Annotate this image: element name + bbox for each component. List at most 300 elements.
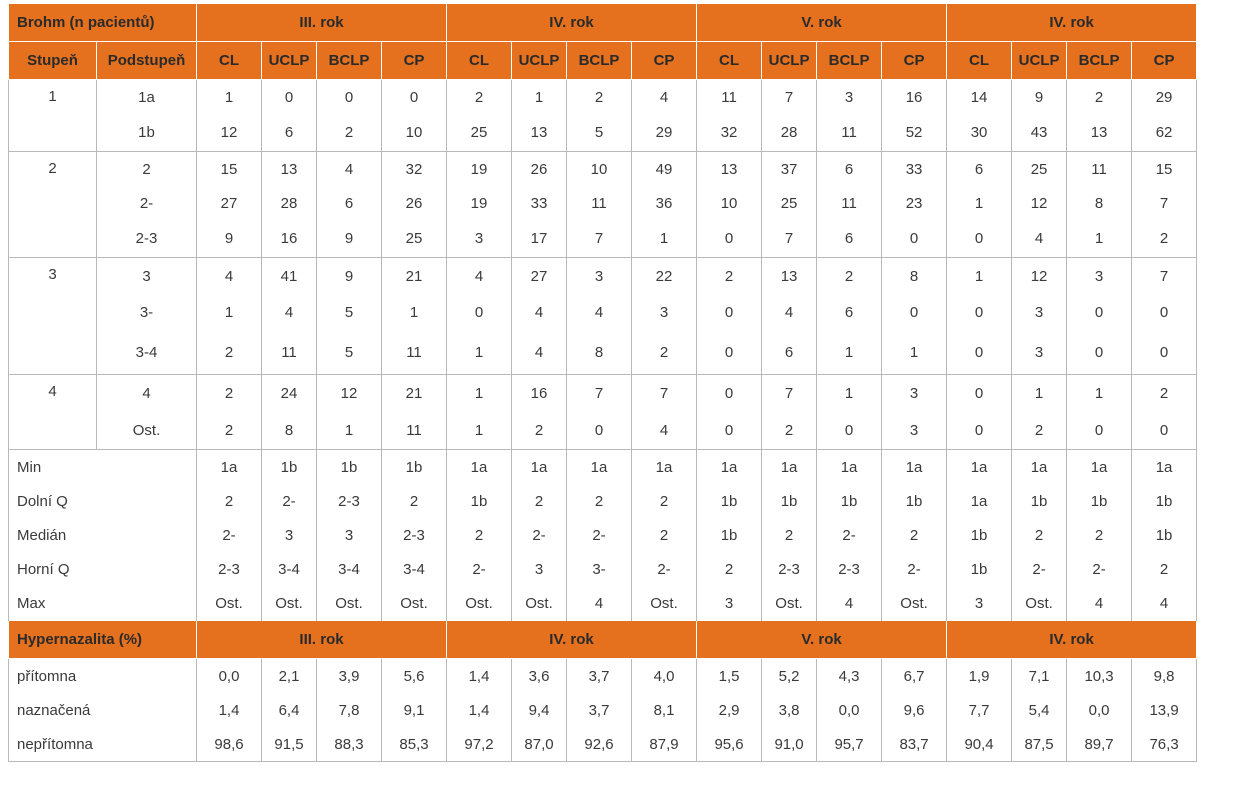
value-cell: 19 — [447, 186, 512, 220]
value-cell: 12 — [317, 375, 382, 413]
stat-value: 1a — [882, 450, 947, 485]
value-cell: 1 — [882, 330, 947, 375]
sublevel-cell: 1b — [97, 114, 197, 152]
stat-value: 2-3 — [762, 552, 817, 586]
hypernasality-value: 3,7 — [567, 659, 632, 694]
value-cell: 2 — [1132, 375, 1197, 413]
year-header: IV. rok — [947, 621, 1197, 659]
stat-value: 1b — [947, 518, 1012, 552]
stat-value: 2- — [197, 518, 262, 552]
value-cell: 4 — [567, 295, 632, 330]
hypernasality-value: 5,4 — [1012, 693, 1067, 727]
value-cell: 11 — [567, 186, 632, 220]
value-cell: 1 — [447, 375, 512, 413]
level-column-header: Stupeň — [9, 42, 97, 80]
group-header: CL — [447, 42, 512, 80]
stat-value: 1b — [947, 552, 1012, 586]
group-header: UCLP — [762, 42, 817, 80]
hypernasality-value: 0,0 — [817, 693, 882, 727]
hypernasality-value: 89,7 — [1067, 727, 1132, 762]
stat-value: Ost. — [197, 586, 262, 621]
hypernasality-value: 90,4 — [947, 727, 1012, 762]
value-cell: 7 — [632, 375, 697, 413]
stat-value: 1a — [1012, 450, 1067, 485]
stat-value: 2 — [697, 552, 762, 586]
value-cell: 25 — [762, 186, 817, 220]
stat-value: 2- — [1067, 552, 1132, 586]
hypernasality-label: nepřítomna — [9, 727, 197, 762]
hypernasality-value: 9,4 — [512, 693, 567, 727]
value-cell: 0 — [1132, 412, 1197, 450]
value-cell: 1 — [447, 330, 512, 375]
value-cell: 1 — [512, 80, 567, 115]
value-cell: 11 — [382, 330, 447, 375]
value-cell: 3 — [447, 220, 512, 258]
stat-value: 3 — [317, 518, 382, 552]
value-cell: 0 — [567, 412, 632, 450]
group-header: BCLP — [567, 42, 632, 80]
hypernasality-value: 0,0 — [1067, 693, 1132, 727]
value-cell: 2 — [1012, 412, 1067, 450]
sublevel-cell: 3-4 — [97, 330, 197, 375]
value-cell: 11 — [1067, 152, 1132, 187]
value-cell: 6 — [817, 152, 882, 187]
stat-label: Horní Q — [9, 552, 197, 586]
stat-value: Ost. — [317, 586, 382, 621]
value-cell: 4 — [512, 330, 567, 375]
hypernasality-value: 3,8 — [762, 693, 817, 727]
stat-label: Dolní Q — [9, 484, 197, 518]
value-cell: 3 — [1067, 258, 1132, 296]
hypernasality-value: 8,1 — [632, 693, 697, 727]
value-cell: 1 — [197, 80, 262, 115]
sublevel-cell: Ost. — [97, 412, 197, 450]
stat-value: 1b — [1012, 484, 1067, 518]
value-cell: 0 — [697, 412, 762, 450]
value-cell: 0 — [697, 330, 762, 375]
hypernasality-value: 0,0 — [197, 659, 262, 694]
group-header: CL — [697, 42, 762, 80]
value-cell: 4 — [762, 295, 817, 330]
table-container — [8, 3, 1197, 762]
year-header: V. rok — [697, 621, 947, 659]
hypernasality-value: 9,8 — [1132, 659, 1197, 694]
stat-value: Ost. — [262, 586, 317, 621]
sublevel-column-header: Podstupeň — [97, 42, 197, 80]
sublevel-cell: 2 — [97, 152, 197, 187]
value-cell: 49 — [632, 152, 697, 187]
year-header: IV. rok — [947, 4, 1197, 42]
header-row-years — [9, 4, 1197, 42]
value-cell: 29 — [1132, 80, 1197, 115]
stat-value: 2-3 — [197, 552, 262, 586]
stat-value: Ost. — [762, 586, 817, 621]
value-cell: 16 — [882, 80, 947, 115]
sublevel-cell: 1a — [97, 80, 197, 115]
stat-value: 1a — [817, 450, 882, 485]
value-cell: 0 — [1067, 295, 1132, 330]
hypernasality-value: 1,9 — [947, 659, 1012, 694]
hypernasality-value: 13,9 — [1132, 693, 1197, 727]
value-cell: 62 — [1132, 114, 1197, 152]
hypernasality-value: 9,6 — [882, 693, 947, 727]
table-row — [9, 258, 1197, 296]
sublevel-cell: 3 — [97, 258, 197, 296]
table-row — [9, 114, 1197, 152]
value-cell: 21 — [382, 258, 447, 296]
stat-value: 2 — [512, 484, 567, 518]
stat-value: 2-3 — [317, 484, 382, 518]
value-cell: 33 — [882, 152, 947, 187]
stat-value: 1b — [882, 484, 947, 518]
stat-value: 1a — [762, 450, 817, 485]
value-cell: 0 — [697, 375, 762, 413]
sublevel-cell: 3- — [97, 295, 197, 330]
value-cell: 26 — [382, 186, 447, 220]
level-cell: 4 — [9, 375, 97, 450]
value-cell: 29 — [632, 114, 697, 152]
value-cell: 0 — [382, 80, 447, 115]
value-cell: 37 — [762, 152, 817, 187]
value-cell: 7 — [567, 375, 632, 413]
value-cell: 41 — [262, 258, 317, 296]
hypernasality-value: 6,4 — [262, 693, 317, 727]
stat-value: 2 — [197, 484, 262, 518]
stat-value: 2 — [447, 518, 512, 552]
hypernasality-value: 2,1 — [262, 659, 317, 694]
value-cell: 11 — [817, 186, 882, 220]
value-cell: 11 — [382, 412, 447, 450]
value-cell: 36 — [632, 186, 697, 220]
value-cell: 7 — [1132, 186, 1197, 220]
stat-value: Ost. — [512, 586, 567, 621]
stat-value: 1a — [512, 450, 567, 485]
sublevel-cell: 2-3 — [97, 220, 197, 258]
group-header: CP — [382, 42, 447, 80]
stat-value: Ost. — [382, 586, 447, 621]
value-cell: 4 — [512, 295, 567, 330]
stat-value: 1a — [1067, 450, 1132, 485]
value-cell: 4 — [632, 80, 697, 115]
value-cell: 2 — [512, 412, 567, 450]
stat-value: 2 — [1012, 518, 1067, 552]
value-cell: 13 — [1067, 114, 1132, 152]
value-cell: 12 — [1012, 186, 1067, 220]
hypernasality-row — [9, 659, 1197, 694]
value-cell: 0 — [947, 375, 1012, 413]
year-header: IV. rok — [447, 621, 697, 659]
stat-value: 4 — [817, 586, 882, 621]
value-cell: 24 — [262, 375, 317, 413]
value-cell: 4 — [1012, 220, 1067, 258]
value-cell: 0 — [947, 220, 1012, 258]
value-cell: 8 — [567, 330, 632, 375]
value-cell: 13 — [262, 152, 317, 187]
value-cell: 1 — [947, 258, 1012, 296]
value-cell: 1 — [817, 330, 882, 375]
stat-value: 3 — [262, 518, 317, 552]
value-cell: 3 — [632, 295, 697, 330]
stat-label: Max — [9, 586, 197, 621]
hypernasality-value: 5,6 — [382, 659, 447, 694]
value-cell: 1 — [317, 412, 382, 450]
value-cell: 8 — [1067, 186, 1132, 220]
value-cell: 3 — [882, 412, 947, 450]
value-cell: 7 — [567, 220, 632, 258]
value-cell: 0 — [947, 295, 1012, 330]
stat-value: 2 — [1067, 518, 1132, 552]
stat-value: 3 — [512, 552, 567, 586]
stat-value: 2 — [567, 484, 632, 518]
value-cell: 26 — [512, 152, 567, 187]
brohm-header-title: Brohm (n pacientů) — [9, 4, 197, 42]
hypernasality-value: 7,8 — [317, 693, 382, 727]
table-row — [9, 375, 1197, 413]
hypernasality-value: 95,6 — [697, 727, 762, 762]
hypernasality-label: naznačená — [9, 693, 197, 727]
value-cell: 2 — [197, 375, 262, 413]
stat-value: 2- — [262, 484, 317, 518]
stat-value: 2 — [762, 518, 817, 552]
brohm-table — [8, 3, 1197, 762]
hypernasality-value: 87,5 — [1012, 727, 1067, 762]
group-header: CL — [947, 42, 1012, 80]
stat-value: 1a — [632, 450, 697, 485]
group-header: CP — [632, 42, 697, 80]
stat-value: 1b — [697, 518, 762, 552]
stat-value: 1b — [1067, 484, 1132, 518]
value-cell: 8 — [262, 412, 317, 450]
hypernasality-value: 9,1 — [382, 693, 447, 727]
group-header: CP — [1132, 42, 1197, 80]
value-cell: 6 — [817, 295, 882, 330]
group-header: BCLP — [817, 42, 882, 80]
hypernasality-value: 4,3 — [817, 659, 882, 694]
value-cell: 0 — [1132, 295, 1197, 330]
value-cell: 4 — [632, 412, 697, 450]
stat-value: 3-4 — [317, 552, 382, 586]
hypernasality-value: 7,7 — [947, 693, 1012, 727]
value-cell: 3 — [1012, 330, 1067, 375]
value-cell: 3 — [1012, 295, 1067, 330]
year-header: V. rok — [697, 4, 947, 42]
value-cell: 0 — [1132, 330, 1197, 375]
table-row — [9, 412, 1197, 450]
value-cell: 1 — [1067, 375, 1132, 413]
value-cell: 19 — [447, 152, 512, 187]
value-cell: 2 — [197, 412, 262, 450]
value-cell: 6 — [947, 152, 1012, 187]
stat-value: 2- — [567, 518, 632, 552]
group-header: BCLP — [1067, 42, 1132, 80]
value-cell: 1 — [947, 186, 1012, 220]
stat-value: 1a — [567, 450, 632, 485]
hypernasality-value: 1,4 — [447, 659, 512, 694]
value-cell: 11 — [262, 330, 317, 375]
value-cell: 2 — [697, 258, 762, 296]
value-cell: 0 — [947, 330, 1012, 375]
value-cell: 10 — [697, 186, 762, 220]
stat-value: 1b — [1132, 484, 1197, 518]
value-cell: 5 — [317, 330, 382, 375]
value-cell: 2 — [447, 80, 512, 115]
value-cell: 1 — [382, 295, 447, 330]
hypernasality-value: 3,7 — [567, 693, 632, 727]
value-cell: 0 — [447, 295, 512, 330]
value-cell: 11 — [817, 114, 882, 152]
hypernasality-value: 3,9 — [317, 659, 382, 694]
stat-value: 2 — [1132, 552, 1197, 586]
table-row — [9, 186, 1197, 220]
value-cell: 15 — [1132, 152, 1197, 187]
stat-value: 1b — [697, 484, 762, 518]
value-cell: 28 — [262, 186, 317, 220]
value-cell: 25 — [447, 114, 512, 152]
value-cell: 16 — [262, 220, 317, 258]
year-header: III. rok — [197, 621, 447, 659]
hypernasality-value: 3,6 — [512, 659, 567, 694]
value-cell: 33 — [512, 186, 567, 220]
value-cell: 8 — [882, 258, 947, 296]
group-header: CL — [197, 42, 262, 80]
stat-value: 2- — [632, 552, 697, 586]
stat-value: 2-3 — [817, 552, 882, 586]
value-cell: 52 — [882, 114, 947, 152]
group-header: UCLP — [262, 42, 317, 80]
value-cell: 23 — [882, 186, 947, 220]
value-cell: 9 — [1012, 80, 1067, 115]
value-cell: 21 — [382, 375, 447, 413]
value-cell: 2 — [1067, 80, 1132, 115]
value-cell: 1 — [632, 220, 697, 258]
stat-value: 3 — [697, 586, 762, 621]
stat-value: Ost. — [1012, 586, 1067, 621]
value-cell: 0 — [697, 295, 762, 330]
value-cell: 17 — [512, 220, 567, 258]
hypernasality-value: 1,4 — [447, 693, 512, 727]
value-cell: 1 — [1012, 375, 1067, 413]
stat-value: 4 — [1132, 586, 1197, 621]
stat-value: 1a — [447, 450, 512, 485]
stat-value: 1b — [762, 484, 817, 518]
year-header: IV. rok — [447, 4, 697, 42]
hypernasality-value: 6,7 — [882, 659, 947, 694]
stat-value: Ost. — [447, 586, 512, 621]
hypernasality-value: 2,9 — [697, 693, 762, 727]
hypernasality-value: 87,0 — [512, 727, 567, 762]
hypernasality-value: 1,5 — [697, 659, 762, 694]
sublevel-cell: 4 — [97, 375, 197, 413]
hypernasality-value: 97,2 — [447, 727, 512, 762]
hypernasality-value: 4,0 — [632, 659, 697, 694]
value-cell: 0 — [882, 295, 947, 330]
stat-value: 1a — [1132, 450, 1197, 485]
stat-value: 2 — [882, 518, 947, 552]
stat-value: 2- — [1012, 552, 1067, 586]
value-cell: 32 — [697, 114, 762, 152]
value-cell: 7 — [762, 220, 817, 258]
table-row — [9, 152, 1197, 187]
hypernasality-value: 91,0 — [762, 727, 817, 762]
stat-label: Min — [9, 450, 197, 485]
value-cell: 9 — [317, 258, 382, 296]
stat-row — [9, 552, 1197, 586]
value-cell: 9 — [317, 220, 382, 258]
value-cell: 0 — [1067, 330, 1132, 375]
stat-value: 3-4 — [262, 552, 317, 586]
value-cell: 0 — [882, 220, 947, 258]
value-cell: 1 — [197, 295, 262, 330]
value-cell: 0 — [262, 80, 317, 115]
stat-label: Medián — [9, 518, 197, 552]
value-cell: 15 — [197, 152, 262, 187]
value-cell: 12 — [197, 114, 262, 152]
group-header: UCLP — [1012, 42, 1067, 80]
value-cell: 43 — [1012, 114, 1067, 152]
stat-row — [9, 518, 1197, 552]
value-cell: 4 — [262, 295, 317, 330]
table-row — [9, 80, 1197, 115]
value-cell: 4 — [317, 152, 382, 187]
hypernasality-value: 7,1 — [1012, 659, 1067, 694]
stat-value: 1a — [947, 484, 1012, 518]
value-cell: 2 — [1132, 220, 1197, 258]
stat-value: 2-3 — [382, 518, 447, 552]
header-row-hypernasality — [9, 621, 1197, 659]
sublevel-cell: 2- — [97, 186, 197, 220]
value-cell: 7 — [762, 80, 817, 115]
stat-row — [9, 450, 1197, 485]
level-cell: 3 — [9, 258, 97, 375]
value-cell: 2 — [817, 258, 882, 296]
value-cell: 22 — [632, 258, 697, 296]
stat-value: 2 — [632, 518, 697, 552]
stat-value: 3 — [947, 586, 1012, 621]
stat-value: 1a — [947, 450, 1012, 485]
hypernasality-value: 92,6 — [567, 727, 632, 762]
hypernasality-value: 98,6 — [197, 727, 262, 762]
stat-value: 1b — [382, 450, 447, 485]
year-header: III. rok — [197, 4, 447, 42]
value-cell: 14 — [947, 80, 1012, 115]
stat-value: 2- — [817, 518, 882, 552]
value-cell: 2 — [567, 80, 632, 115]
table-row — [9, 295, 1197, 330]
value-cell: 6 — [762, 330, 817, 375]
value-cell: 0 — [317, 80, 382, 115]
value-cell: 25 — [382, 220, 447, 258]
value-cell: 27 — [512, 258, 567, 296]
header-row-groups — [9, 42, 1197, 80]
level-cell: 2 — [9, 152, 97, 258]
stat-value: 1b — [317, 450, 382, 485]
stat-value: 2- — [512, 518, 567, 552]
table-row — [9, 220, 1197, 258]
stat-value: 3-4 — [382, 552, 447, 586]
hypernasality-row — [9, 693, 1197, 727]
value-cell: 12 — [1012, 258, 1067, 296]
value-cell: 5 — [567, 114, 632, 152]
stat-value: 1b — [262, 450, 317, 485]
hypernasality-row — [9, 727, 1197, 762]
hypernasality-header-title: Hypernazalita (%) — [9, 621, 197, 659]
value-cell: 5 — [317, 295, 382, 330]
value-cell: 3 — [567, 258, 632, 296]
stat-value: 4 — [1067, 586, 1132, 621]
value-cell: 6 — [817, 220, 882, 258]
value-cell: 2 — [197, 330, 262, 375]
value-cell: 6 — [262, 114, 317, 152]
